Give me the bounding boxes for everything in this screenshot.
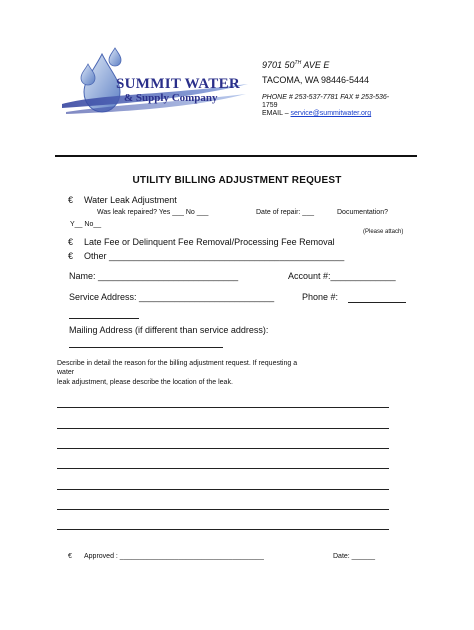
phone-field-label: Phone #: bbox=[302, 292, 339, 302]
service-address-line-2[interactable] bbox=[69, 318, 139, 319]
please-attach-note: (Please attach) bbox=[363, 229, 404, 235]
company-email: EMAIL – service@summitwater.org bbox=[262, 110, 372, 117]
describe-instructions-line2: water bbox=[57, 369, 75, 376]
description-line[interactable] bbox=[57, 428, 389, 429]
description-line[interactable] bbox=[57, 468, 389, 469]
company-street-address: 9701 50TH AVE E bbox=[262, 60, 330, 70]
other-field[interactable]: Other _______________________________________________ bbox=[84, 251, 345, 261]
date-of-repair-field[interactable]: Date of repair: ___ bbox=[256, 209, 314, 216]
water-leak-checkbox[interactable]: € bbox=[68, 195, 74, 205]
water-leak-label: Water Leak Adjustment bbox=[84, 195, 177, 205]
description-line[interactable] bbox=[57, 489, 389, 490]
description-line[interactable] bbox=[57, 529, 389, 530]
description-line[interactable] bbox=[57, 407, 389, 408]
description-line[interactable] bbox=[57, 448, 389, 449]
documentation-label: Documentation? bbox=[337, 209, 388, 216]
name-field[interactable]: Name: ____________________________ bbox=[69, 271, 239, 281]
approved-checkbox[interactable]: € bbox=[68, 553, 72, 560]
mailing-address-label: Mailing Address (if different than service address): bbox=[69, 325, 269, 335]
email-link[interactable]: service@summitwater.org bbox=[290, 110, 372, 117]
describe-instructions-line3: leak adjustment, please describe the location of the leak. bbox=[57, 379, 233, 386]
other-checkbox[interactable]: € bbox=[68, 251, 74, 261]
company-fax-continued: 1759 bbox=[262, 102, 278, 109]
leak-repaired-field[interactable]: Was leak repaired? Yes ___ No ___ bbox=[97, 209, 209, 216]
date-field[interactable]: Date: ______ bbox=[333, 553, 376, 560]
form-title: UTILITY BILLING ADJUSTMENT REQUEST bbox=[132, 175, 342, 186]
phone-field-line[interactable] bbox=[348, 302, 406, 303]
company-city-state-zip: TACOMA, WA 98446-5444 bbox=[262, 75, 370, 85]
late-fee-label: Late Fee or Delinquent Fee Removal/Processing Fee Removal bbox=[84, 237, 335, 247]
account-number-field[interactable]: Account #:_____________ bbox=[288, 271, 396, 281]
description-line[interactable] bbox=[57, 509, 389, 510]
service-address-field[interactable]: Service Address: ___________________________ bbox=[69, 292, 275, 302]
logo-company-name: SUMMIT WATER bbox=[116, 76, 241, 92]
late-fee-checkbox[interactable]: € bbox=[68, 237, 74, 247]
mailing-address-line[interactable] bbox=[69, 347, 223, 348]
describe-instructions-line1: Describe in detail the reason for the billing adjustment request. If requesting a bbox=[57, 360, 298, 367]
documentation-yes-no-field[interactable]: Y__ No__ bbox=[70, 221, 102, 228]
company-phone-fax: PHONE # 253-537-7781 FAX # 253-536- bbox=[262, 94, 390, 101]
logo-company-tagline: & Supply Company bbox=[124, 92, 218, 104]
header-divider bbox=[55, 155, 417, 157]
approved-field[interactable]: Approved : _____________________________________ bbox=[84, 553, 264, 560]
